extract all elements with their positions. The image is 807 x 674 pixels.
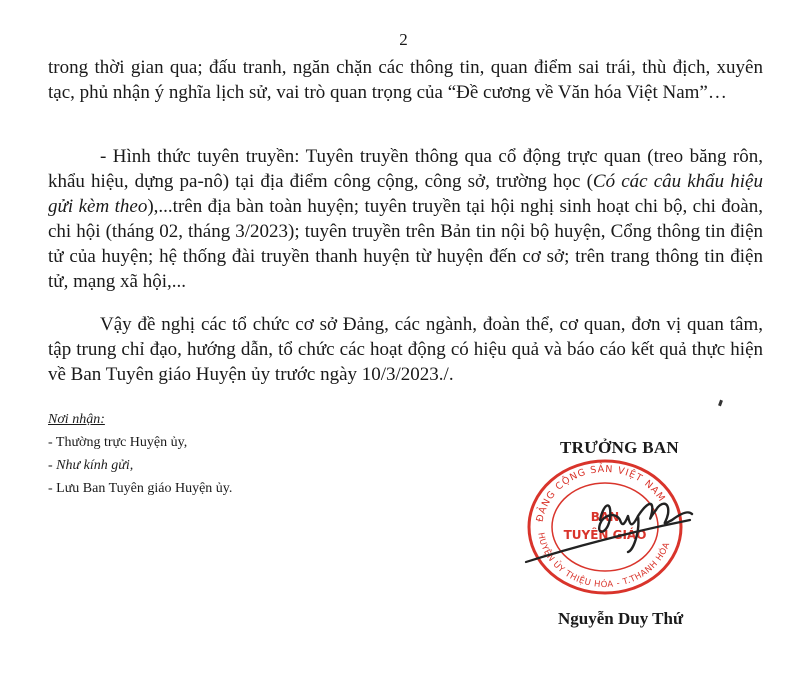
- paragraph-propaganda-text-1: - Hình thức tuyên truyền: Tuyên truyền thông qua cổ động trực quan (treo băng rôn, khẩu hiệu, dựng pa-nô) tại địa điểm công cộng, công sở, trường học (: [48, 146, 763, 192]
- seal-center-line1: BAN: [590, 510, 620, 524]
- recipients-title: Nơi nhận:: [48, 412, 105, 427]
- page-number: 2: [399, 30, 408, 49]
- paragraph-propaganda-forms: [48, 144, 763, 294]
- recipient-item: - Như kính gửi,: [48, 458, 134, 473]
- seal-bottom-text: HUYỆN ỦY THIỆU HÓA - T.THANH HÓA: [535, 531, 673, 591]
- paragraph-propaganda-italic: Có các câu khẩu hiệu gửi kèm theo: [48, 171, 763, 217]
- paragraph-propaganda-text-2: ),...trên địa bàn toàn huyện; tuyên truyền tại hội nghị sinh hoạt chi bộ, chi đoàn, chi hội (tháng 02, tháng 3/2023); tuyên truyền trên Bản tin nội bộ huyện, Cổng thông tin điện tử của huyện; hệ thống đài truyền thanh huyện từ huyện đến cơ sở; trên trang thông tin điện tử, mạng xã hội,...: [48, 196, 763, 292]
- signer-title: TRƯỞNG BAN: [560, 438, 680, 457]
- recipient-item: - Thường trực Huyện ủy,: [48, 435, 188, 450]
- recipients-block: [48, 408, 232, 500]
- signer-name: Nguyễn Duy Thứ: [558, 609, 684, 628]
- stray-mark: [718, 400, 723, 407]
- seal-center-line2: TUYÊN GIÁO: [563, 528, 647, 542]
- paragraph-intro: trong thời gian qua; đấu tranh, ngăn chặn các thông tin, quan điểm sai trái, thù địch, xuyên tạc, phủ nhận ý nghĩa lịch sử, vai trò quan trọng của “Đề cương về Văn hóa Việt Nam”…: [48, 57, 763, 103]
- recipient-item: - Lưu Ban Tuyên giáo Huyện ủy.: [48, 481, 233, 496]
- seal-top-text: ĐẢNG CỘNG SẢN VIỆT NAM: [534, 463, 668, 524]
- handwritten-signature: [520, 490, 720, 570]
- paragraph-request: Vậy đề nghị các tổ chức cơ sở Đảng, các ngành, đoàn thể, cơ quan, đơn vị quan tâm, tập trung chỉ đạo, hướng dẫn, tổ chức các hoạt động có hiệu quả và báo cáo kết quả thực hiện về Ban Tuyên giáo Huyện ủy trước ngày 10/3/2023./.: [48, 314, 763, 385]
